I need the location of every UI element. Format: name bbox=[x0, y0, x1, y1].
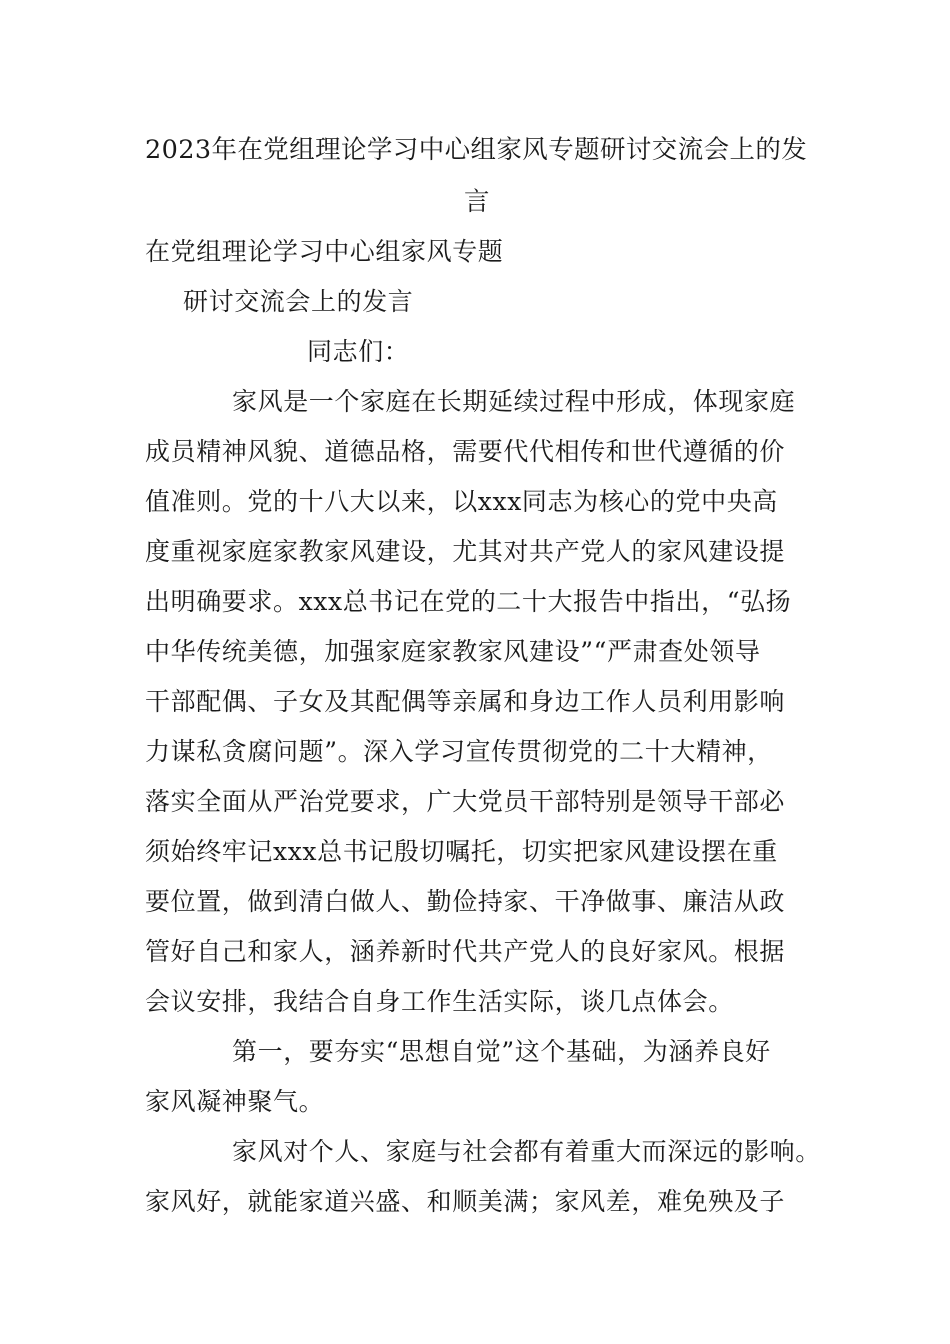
body-line: 干部配偶、子女及其配偶等亲属和身边工作人员利用影响 bbox=[145, 687, 786, 716]
document-title-line-2: 言 bbox=[464, 187, 490, 217]
subtitle-line-2: 研讨交流会上的发言 bbox=[183, 287, 414, 316]
document-title-line-1: 2023年在党组理论学习中心组家风专题研讨交流会上的发 bbox=[145, 135, 808, 165]
body-line: 值准则。党的十八大以来，以xxx同志为核心的党中央高 bbox=[145, 487, 778, 516]
body-line: 家风好，就能家道兴盛、和顺美满；家风差，难免殃及子 bbox=[145, 1187, 786, 1216]
body-line: 要位置，做到清白做人、勤俭持家、干净做事、廉洁从政 bbox=[145, 887, 786, 916]
body-line: 管好自己和家人，涵养新时代共产党人的良好家风。根据 bbox=[145, 937, 786, 966]
body-line: 会议安排，我结合自身工作生活实际，谈几点体会。 bbox=[145, 987, 734, 1016]
section-heading-line-2: 家风凝神聚气。 bbox=[145, 1087, 325, 1116]
body-line: 出明确要求。xxx总书记在党的二十大报告中指出，“弘扬 bbox=[145, 587, 792, 616]
body-line: 度重视家庭家教家风建设，尤其对共产党人的家风建设提 bbox=[145, 537, 786, 566]
body-line: 家风是一个家庭在长期延续过程中形成，体现家庭 bbox=[232, 387, 796, 416]
section-heading-line-1: 第一，要夯实“思想自觉”这个基础，为涵养良好 bbox=[232, 1037, 771, 1066]
body-line: 须始终牢记xxx总书记殷切嘱托，切实把家风建设摆在重 bbox=[145, 837, 778, 866]
subtitle-line-1: 在党组理论学习中心组家风专题 bbox=[145, 237, 504, 266]
body-line: 中华传统美德，加强家庭家教家风建设”“严肃查处领导 bbox=[145, 637, 761, 666]
body-line: 落实全面从严治党要求，广大党员干部特别是领导干部必 bbox=[145, 787, 786, 816]
body-line: 家风对个人、家庭与社会都有着重大而深远的影响。 bbox=[232, 1137, 821, 1166]
body-line: 力谋私贪腐问题”。深入学习宣传贯彻党的二十大精神， bbox=[145, 737, 773, 766]
salutation: 同志们： bbox=[307, 337, 410, 366]
body-line: 成员精神风貌、道德品格，需要代代相传和世代遵循的价 bbox=[145, 437, 786, 466]
